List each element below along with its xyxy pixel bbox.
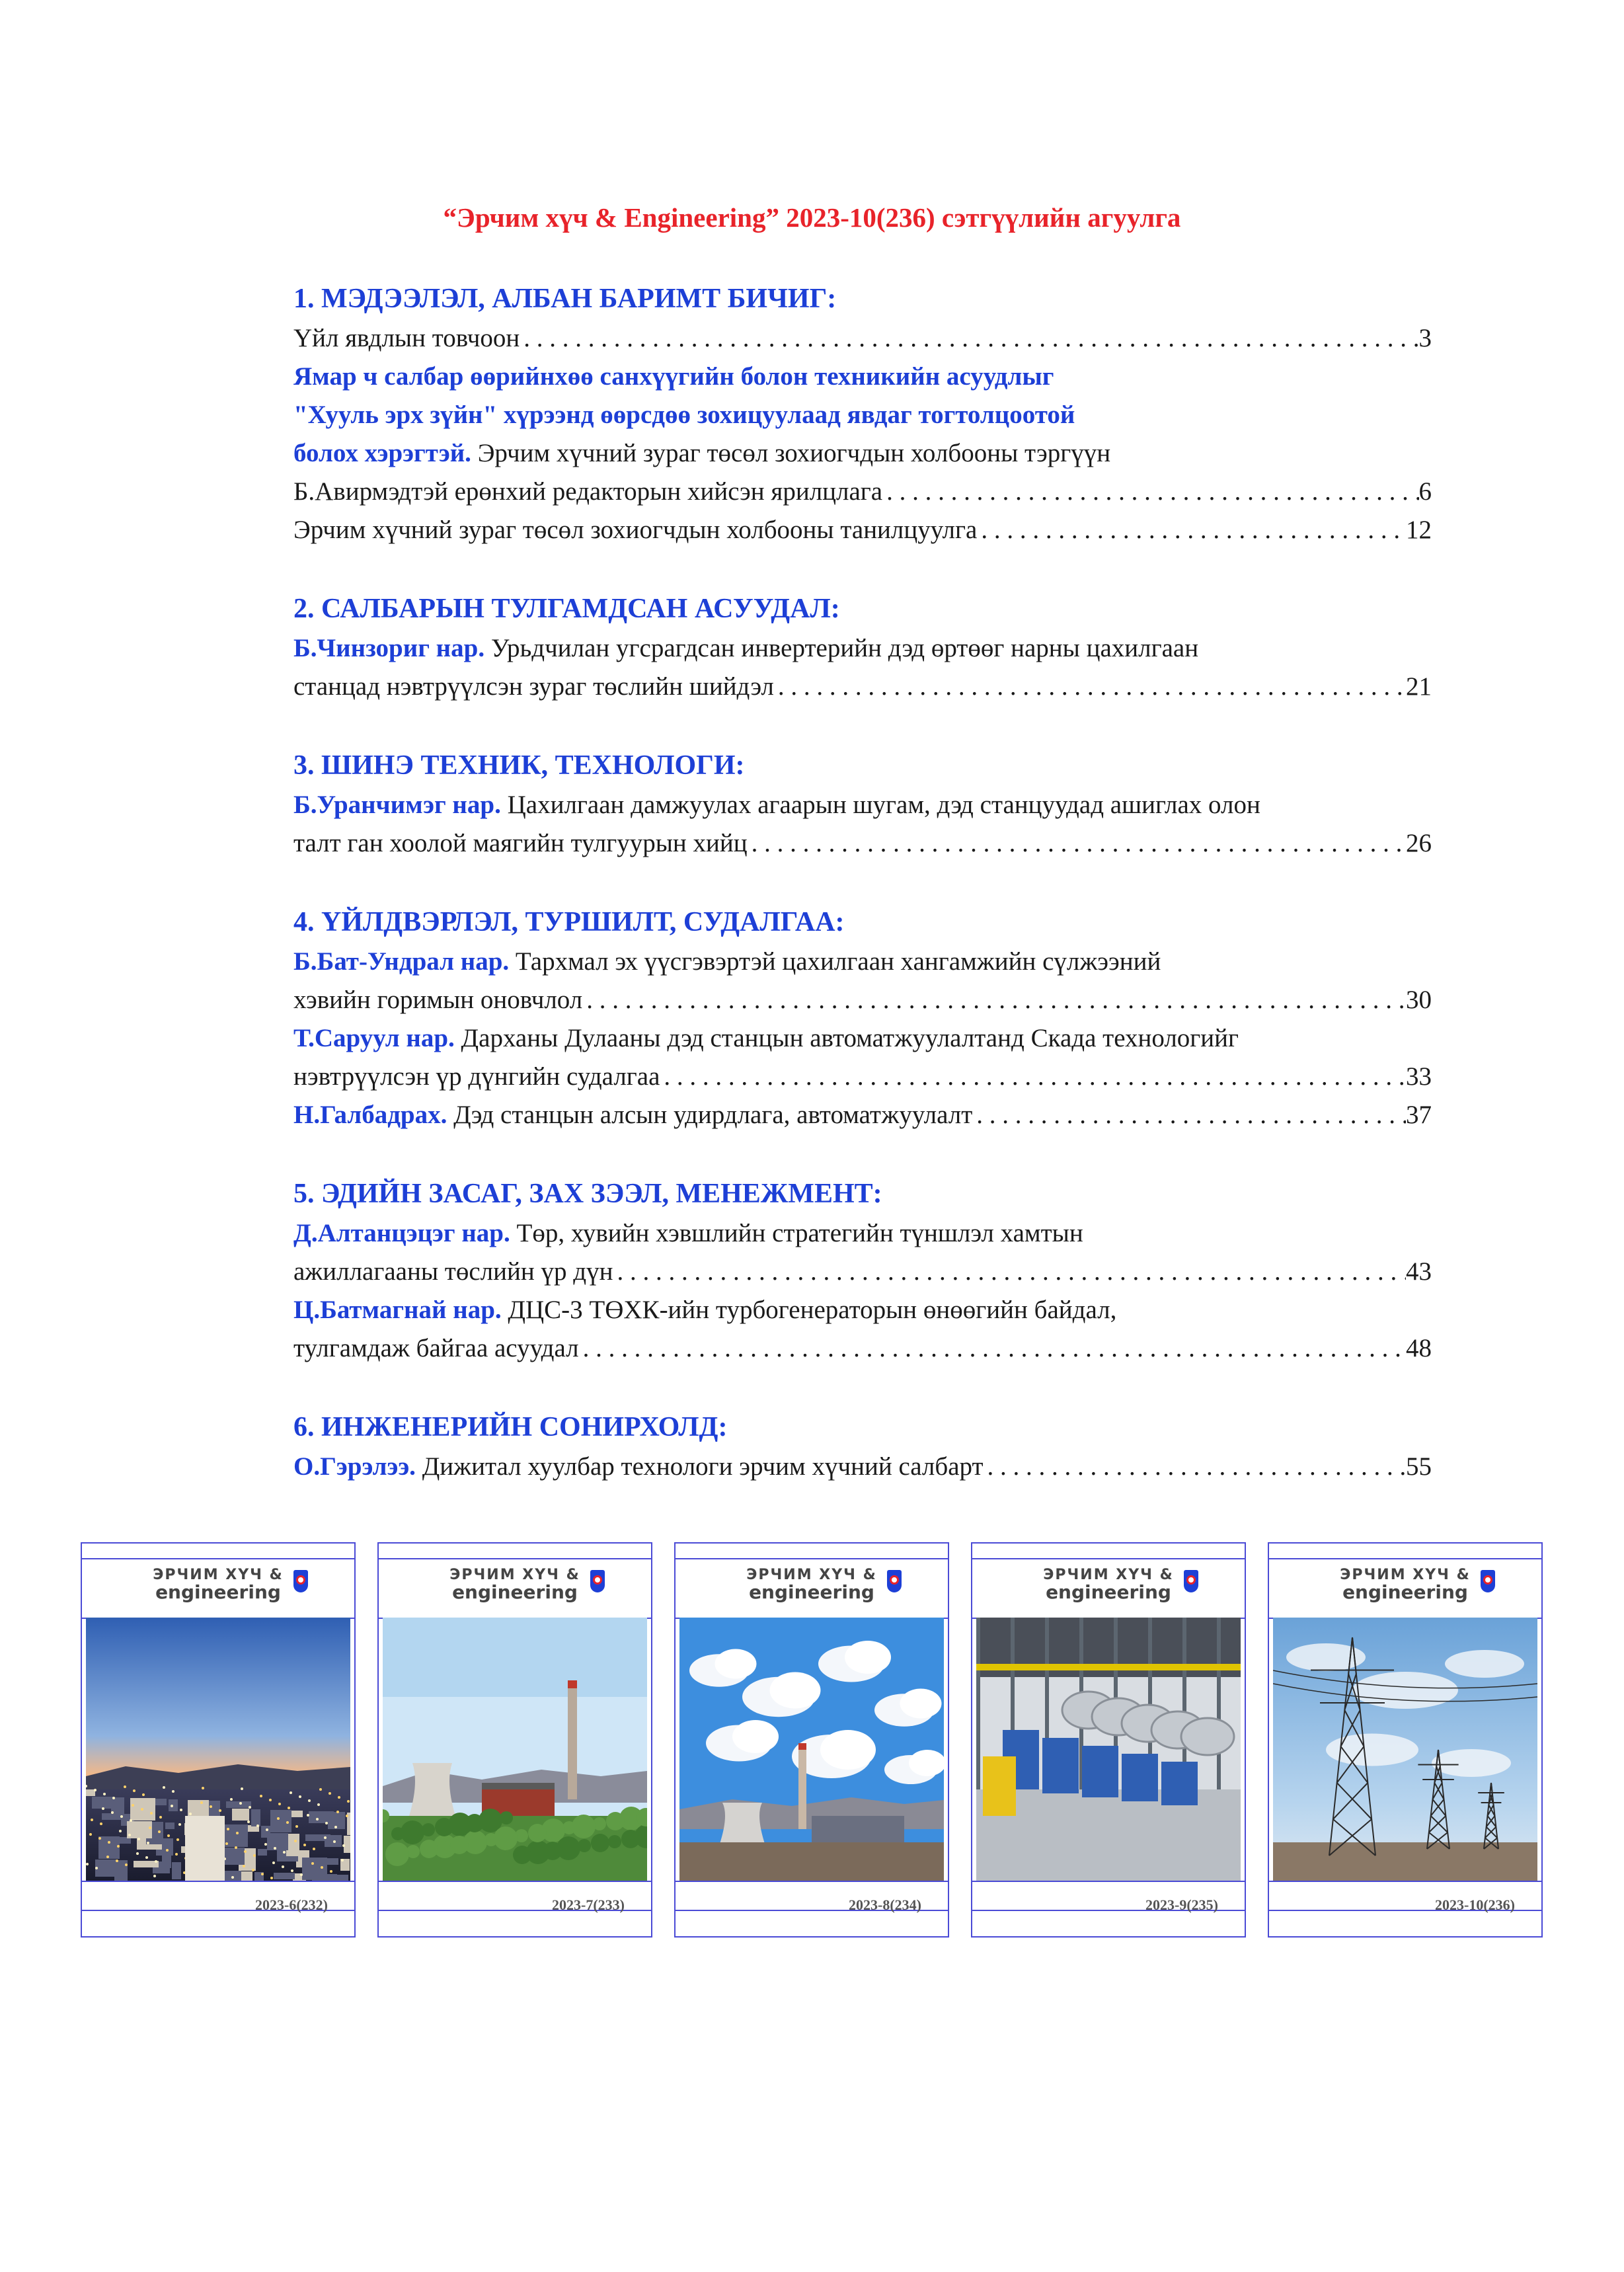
magazine-cover[interactable] [377,1542,652,1938]
page-number: 3 [1418,324,1432,352]
page-number: 21 [1406,672,1432,701]
entry-title: Дарханы Дулааны дэд станцын автоматжуулалтанд Скада технологийг [454,1024,1239,1052]
toc-entry[interactable] [293,824,1432,863]
leader-dots [882,473,1418,511]
section-title: ИНЖЕНЕРИЙН СОНИРХОЛД: [314,1412,728,1442]
logo-line-2: engineering [1342,1581,1468,1603]
toc-entry[interactable] [293,1096,1432,1134]
section-title: ШИНЭ ТЕХНИК, ТЕХНОЛОГИ: [314,750,745,781]
section-number: 5. [293,1179,315,1209]
entry-title: Урьдчилан угсрагдсан инвертерийн дэд өртөөг нарны цахилгаан [484,634,1199,662]
toc-line [293,358,1432,396]
logo-line-2: engineering [155,1581,281,1603]
entry-author: Д.Алтанцэцэг нар. [293,1219,510,1247]
entry-title: хэвийн горимын оновчлол [293,986,583,1014]
entry-title: Цахилгаан дамжуулах агаарын шугам, дэд станцуудад ашиглах олон [500,791,1260,819]
entry-author: Ц.Батмагнай нар. [293,1296,502,1324]
leader-dots [520,319,1418,358]
entry-title: Үйл явдлын товчоон [293,324,520,352]
toc-entry[interactable] [293,1253,1432,1291]
entry-title: Дижитал хуулбар технологи эрчим хүчний салбарт [415,1452,984,1481]
toc-line [293,629,1432,668]
leader-dots [977,511,1406,549]
entry-title: тулгамдаж байгаа асуудал [293,1334,579,1362]
toc-section [293,1176,1432,1368]
page-number: 48 [1406,1334,1432,1362]
toc-entry[interactable] [293,473,1432,511]
magazine-cover[interactable] [971,1542,1246,1938]
logo-line-2: engineering [1046,1581,1171,1603]
magazine-logo [676,1567,948,1602]
entry-author: Б.Чинзориг нар. [293,634,485,662]
entry-author: О.Гэрэлээ. [293,1452,416,1481]
cover-photo [1273,1618,1537,1881]
entry-author: Т.Саруул нар. [293,1024,455,1052]
toc-entry[interactable] [293,511,1432,549]
cover-rule [82,1881,354,1882]
cover-photo [679,1618,944,1881]
toc-entry[interactable] [293,319,1432,358]
cover-rule [676,1558,948,1559]
toc-entry[interactable] [293,981,1432,1019]
section-number: 4. [293,907,315,937]
entry-title: станцад нэвтрүүлсэн зураг төслийн шийдэл [293,672,774,701]
cover-photo [976,1618,1241,1881]
section-number: 6. [293,1412,315,1442]
cover-rule [1269,1881,1541,1882]
leader-dots [774,668,1406,706]
cover-rule [676,1881,948,1882]
toc-line [293,1214,1432,1253]
leader-dots [984,1448,1406,1486]
section-heading [293,1409,1432,1448]
page-number: 37 [1406,1101,1432,1129]
entry-author: Б.Бат-Ундрал нар. [293,947,510,976]
section-heading [293,591,1432,629]
entry-title: Тархмал эх үүсгэвэртэй цахилгаан хангамжийн сүлжээний [509,947,1161,976]
leader-dots [748,824,1406,863]
page-number: 33 [1406,1062,1432,1091]
toc-line [293,434,1432,473]
toc-section [293,591,1432,706]
section-heading [293,281,1432,319]
section-title: МЭДЭЭЛЭЛ, АЛБАН БАРИМТ БИЧИГ: [314,284,837,314]
toc-section [293,281,1432,549]
entry-author: Ямар ч салбар өөрийнхөө санхүүгийн болон техникийн асуудлыг [293,362,1054,391]
cover-rule [1269,1558,1541,1559]
entry-title: Эрчим хүчний зураг төсөл зохиогчдын холбооны танилцуулга [293,516,978,544]
toc-entry[interactable] [293,1329,1432,1368]
section-title: ҮЙЛДВЭРЛЭЛ, ТУРШИЛТ, СУДАЛГАА: [314,907,845,937]
magazine-cover[interactable] [81,1542,356,1938]
leader-dots [579,1329,1406,1368]
logo-line-1: ЭРЧИМ ХҮЧ & [153,1567,284,1583]
toc-line [293,396,1432,434]
issue-number: 2023-6(232) [255,1897,328,1913]
emblem-icon [1481,1570,1495,1592]
entry-author: Н.Галбадрах. [293,1101,447,1129]
leader-dots [582,981,1406,1019]
issue-number: 2023-8(234) [849,1897,921,1913]
cover-rule [82,1558,354,1559]
magazine-logo [1269,1567,1541,1602]
toc-line [293,943,1432,981]
cover-photo [383,1618,647,1881]
toc-entry[interactable] [293,1448,1432,1486]
magazine-cover[interactable] [674,1542,949,1938]
entry-title: Эрчим хүчний зураг төсөл зохиогчдын холбооны тэргүүн [471,439,1111,467]
toc-line [293,1291,1432,1329]
entry-title: Б.Авирмэдтэй ерөнхий редакторын хийсэн ярилцлага [293,477,883,506]
entry-author: "Хууль эрх зүйн" хүрээнд өөрсдөө зохицуулаад явдаг тогтолцоотой [293,401,1075,429]
cover-gallery [0,1542,1624,1939]
entry-author: Б.Уранчимэг нар. [293,791,501,819]
emblem-icon [293,1570,308,1592]
logo-line-1: ЭРЧИМ ХҮЧ & [1340,1567,1471,1583]
page-number: 30 [1406,986,1432,1014]
logo-line-1: ЭРЧИМ ХҮЧ & [449,1567,580,1583]
section-heading [293,748,1432,786]
entry-title: Дэд станцын алсын удирдлага, автоматжуулалт [447,1101,973,1129]
cover-rule [379,1558,651,1559]
issue-number: 2023-10(236) [1435,1897,1515,1913]
emblem-icon [887,1570,902,1592]
section-heading [293,1176,1432,1214]
section-title: САЛБАРЫН ТУЛГАМДСАН АСУУДАЛ: [314,594,840,624]
toc-section [293,1409,1432,1486]
table-of-contents [293,281,1432,1486]
page-number: 26 [1406,829,1432,857]
cover-rule [972,1558,1245,1559]
entry-author: болох хэрэгтэй. [293,439,471,467]
toc-line [293,1019,1432,1058]
toc-section [293,748,1432,863]
page-number: 43 [1406,1257,1432,1286]
entry-title: ажиллагааны төслийн үр дүн [293,1257,613,1286]
toc-line [293,786,1432,824]
page-number: 6 [1418,477,1432,506]
cover-rule [379,1881,651,1882]
leader-dots [660,1058,1406,1096]
cover-photo [86,1618,350,1881]
logo-line-1: ЭРЧИМ ХҮЧ & [1043,1567,1174,1583]
toc-section [293,904,1432,1134]
section-number: 1. [293,284,315,314]
entry-title: Төр, хувийн хэвшлийн стратегийн түншлэл хамтын [510,1219,1083,1247]
toc-entry[interactable] [293,1058,1432,1096]
entry-title: нэвтрүүлсэн үр дүнгийн судалгаа [293,1062,660,1091]
issue-number: 2023-9(235) [1145,1897,1218,1913]
page-title: “Эрчим хүч & Engineering” 2023-10(236) сэтгүүлийн агуулга [443,202,1181,233]
issue-number: 2023-7(233) [552,1897,625,1913]
page-number: 12 [1406,516,1432,544]
magazine-logo [972,1567,1245,1602]
logo-line-1: ЭРЧИМ ХҮЧ & [746,1567,877,1583]
entry-title: талт ган хоолой маягийн тулгуурын хийц [293,829,748,857]
section-number: 2. [293,594,315,624]
entry-title: ДЦС-3 ТӨХК-ийн турбогенераторын өнөөгийн байдал, [501,1296,1117,1324]
magazine-cover[interactable] [1268,1542,1543,1938]
emblem-icon [590,1570,605,1592]
leader-dots [972,1096,1406,1134]
logo-line-2: engineering [749,1581,874,1603]
section-heading [293,904,1432,943]
cover-rule [972,1881,1245,1882]
logo-line-2: engineering [452,1581,578,1603]
toc-entry[interactable] [293,668,1432,706]
section-number: 3. [293,750,315,781]
magazine-logo [82,1567,354,1602]
magazine-logo [379,1567,651,1602]
emblem-icon [1184,1570,1198,1592]
page-number: 55 [1406,1452,1432,1481]
leader-dots [613,1253,1406,1291]
section-title: ЭДИЙН ЗАСАГ, ЗАХ ЗЭЭЛ, МЕНЕЖМЕНТ: [314,1179,882,1209]
